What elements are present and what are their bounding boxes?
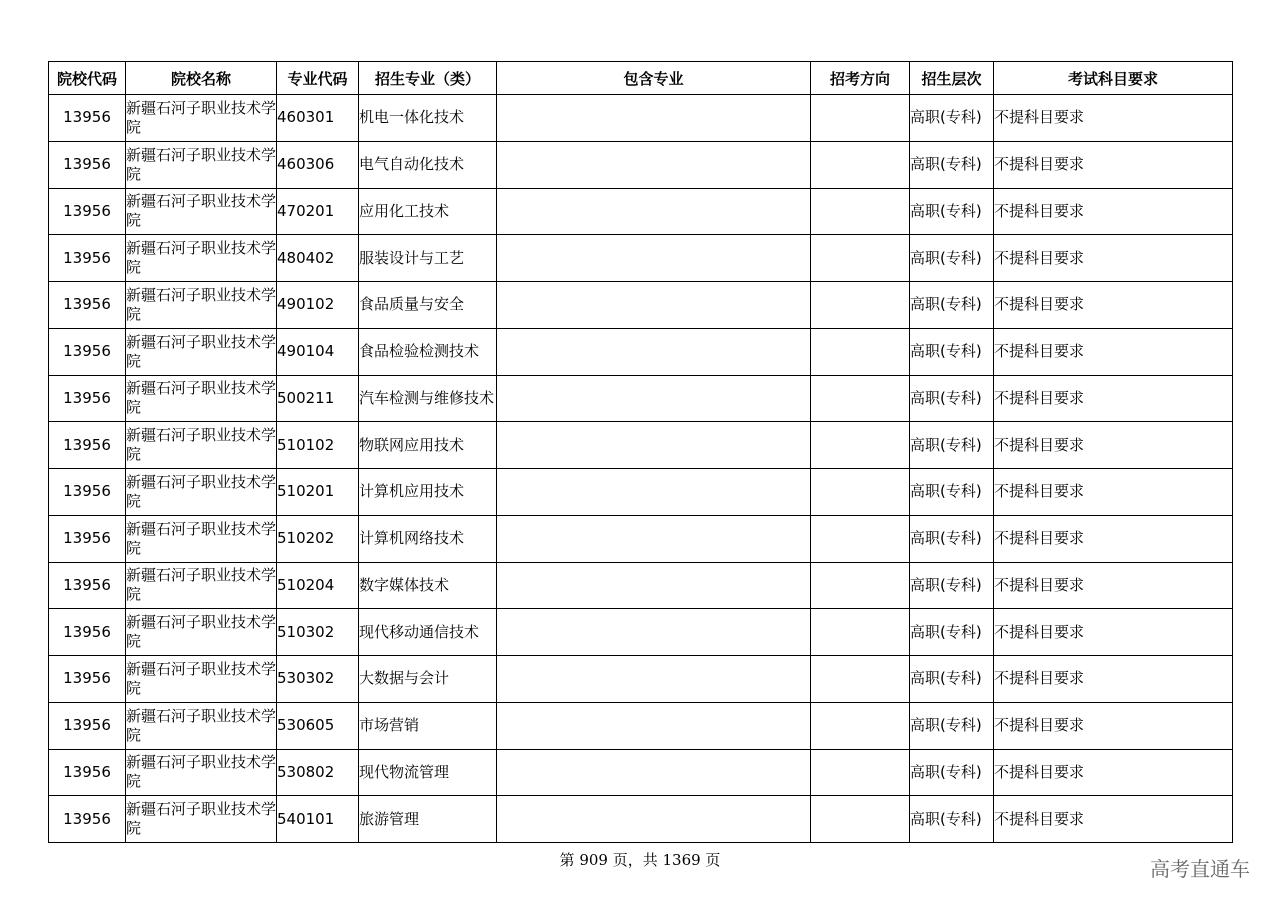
cell-included-majors [497,188,811,235]
cell-level: 高职(专科) [910,702,994,749]
cell-school-code: 13956 [49,796,126,843]
page-number: 第 909 页，共 1369 页 [559,851,721,869]
cell-included-majors [497,469,811,516]
cell-major-code: 530605 [277,702,359,749]
cell-included-majors [497,656,811,703]
cell-school-code: 13956 [49,702,126,749]
cell-school-name: 新疆石河子职业技术学院 [126,141,277,188]
cell-included-majors [497,328,811,375]
cell-school-code: 13956 [49,235,126,282]
cell-school-name: 新疆石河子职业技术学院 [126,749,277,796]
cell-direction [811,796,910,843]
table-row [49,188,1233,235]
cell-major: 计算机应用技术 [359,469,497,516]
cell-requirement: 不提科目要求 [994,656,1233,703]
cell-requirement: 不提科目要求 [994,562,1233,609]
cell-major: 大数据与会计 [359,656,497,703]
cell-requirement: 不提科目要求 [994,702,1233,749]
cell-school-code: 13956 [49,282,126,329]
cell-school-name: 新疆石河子职业技术学院 [126,609,277,656]
cell-requirement: 不提科目要求 [994,749,1233,796]
cell-requirement: 不提科目要求 [994,422,1233,469]
cell-school-code: 13956 [49,515,126,562]
cell-level: 高职(专科) [910,188,994,235]
cell-direction [811,375,910,422]
cell-school-name: 新疆石河子职业技术学院 [126,656,277,703]
cell-direction [811,656,910,703]
cell-requirement: 不提科目要求 [994,95,1233,142]
cell-major-code: 510204 [277,562,359,609]
cell-level: 高职(专科) [910,609,994,656]
cell-major-code: 480402 [277,235,359,282]
cell-school-name: 新疆石河子职业技术学院 [126,796,277,843]
cell-major-code: 490104 [277,328,359,375]
header-school-name: 院校名称 [126,62,277,95]
header-requirement: 考试科目要求 [994,62,1233,95]
cell-school-name: 新疆石河子职业技术学院 [126,515,277,562]
cell-included-majors [497,609,811,656]
cell-school-code: 13956 [49,422,126,469]
table-header [49,62,1233,95]
cell-school-code: 13956 [49,95,126,142]
cell-level: 高职(专科) [910,375,994,422]
cell-school-code: 13956 [49,469,126,516]
cell-school-code: 13956 [49,141,126,188]
table-row [49,422,1233,469]
cell-included-majors [497,95,811,142]
cell-major-code: 530302 [277,656,359,703]
cell-level: 高职(专科) [910,796,994,843]
cell-major: 食品质量与安全 [359,282,497,329]
cell-school-code: 13956 [49,609,126,656]
cell-direction [811,282,910,329]
cell-major: 现代物流管理 [359,749,497,796]
cell-school-code: 13956 [49,562,126,609]
cell-major: 市场营销 [359,702,497,749]
cell-requirement: 不提科目要求 [994,796,1233,843]
cell-school-code: 13956 [49,375,126,422]
table-row [49,469,1233,516]
cell-level: 高职(专科) [910,515,994,562]
table-row [49,95,1233,142]
cell-direction [811,515,910,562]
cell-direction [811,328,910,375]
header-school-code: 院校代码 [49,62,126,95]
cell-major: 计算机网络技术 [359,515,497,562]
cell-level: 高职(专科) [910,562,994,609]
header-major: 招生专业（类） [359,62,497,95]
cell-level: 高职(专科) [910,469,994,516]
cell-requirement: 不提科目要求 [994,235,1233,282]
header-level: 招生层次 [910,62,994,95]
cell-major: 机电一体化技术 [359,95,497,142]
cell-major: 汽车检测与维修技术 [359,375,497,422]
cell-major-code: 510202 [277,515,359,562]
cell-included-majors [497,235,811,282]
cell-major: 食品检验检测技术 [359,328,497,375]
table-row [49,235,1233,282]
cell-level: 高职(专科) [910,141,994,188]
cell-major-code: 490102 [277,282,359,329]
table-row [49,562,1233,609]
table-row [49,141,1233,188]
cell-major-code: 460301 [277,95,359,142]
header-included-majors: 包含专业 [497,62,811,95]
cell-included-majors [497,515,811,562]
cell-school-name: 新疆石河子职业技术学院 [126,375,277,422]
cell-level: 高职(专科) [910,328,994,375]
cell-requirement: 不提科目要求 [994,469,1233,516]
table-body [49,95,1233,843]
cell-direction [811,702,910,749]
header-row [49,62,1233,95]
table-row [49,609,1233,656]
cell-direction [811,562,910,609]
cell-major-code: 530802 [277,749,359,796]
cell-major: 物联网应用技术 [359,422,497,469]
cell-school-name: 新疆石河子职业技术学院 [126,282,277,329]
cell-level: 高职(专科) [910,422,994,469]
cell-level: 高职(专科) [910,656,994,703]
cell-major-code: 470201 [277,188,359,235]
cell-school-name: 新疆石河子职业技术学院 [126,328,277,375]
cell-school-name: 新疆石河子职业技术学院 [126,702,277,749]
cell-major-code: 510201 [277,469,359,516]
cell-direction [811,422,910,469]
table-row [49,515,1233,562]
cell-level: 高职(专科) [910,95,994,142]
cell-school-name: 新疆石河子职业技术学院 [126,235,277,282]
cell-level: 高职(专科) [910,282,994,329]
cell-included-majors [497,796,811,843]
watermark: 高考直通车 [1150,857,1250,881]
cell-requirement: 不提科目要求 [994,609,1233,656]
cell-major-code: 540101 [277,796,359,843]
cell-major-code: 460306 [277,141,359,188]
table-row [49,282,1233,329]
cell-level: 高职(专科) [910,749,994,796]
header-direction: 招考方向 [811,62,910,95]
cell-major-code: 510302 [277,609,359,656]
cell-school-code: 13956 [49,188,126,235]
cell-requirement: 不提科目要求 [994,282,1233,329]
cell-major: 应用化工技术 [359,188,497,235]
table-row [49,702,1233,749]
cell-major: 服装设计与工艺 [359,235,497,282]
header-major-code: 专业代码 [277,62,359,95]
cell-included-majors [497,749,811,796]
cell-included-majors [497,562,811,609]
cell-included-majors [497,422,811,469]
cell-included-majors [497,375,811,422]
table-row [49,749,1233,796]
cell-direction [811,609,910,656]
cell-requirement: 不提科目要求 [994,188,1233,235]
cell-direction [811,235,910,282]
cell-requirement: 不提科目要求 [994,328,1233,375]
cell-level: 高职(专科) [910,235,994,282]
cell-requirement: 不提科目要求 [994,141,1233,188]
table-row [49,328,1233,375]
admissions-table [48,61,1233,843]
cell-direction [811,469,910,516]
cell-included-majors [497,282,811,329]
cell-school-name: 新疆石河子职业技术学院 [126,469,277,516]
table-row [49,656,1233,703]
cell-major: 旅游管理 [359,796,497,843]
cell-major-code: 500211 [277,375,359,422]
cell-school-name: 新疆石河子职业技术学院 [126,188,277,235]
cell-requirement: 不提科目要求 [994,515,1233,562]
cell-school-name: 新疆石河子职业技术学院 [126,422,277,469]
cell-school-code: 13956 [49,656,126,703]
cell-direction [811,188,910,235]
cell-school-code: 13956 [49,328,126,375]
cell-included-majors [497,702,811,749]
table-row [49,375,1233,422]
cell-school-name: 新疆石河子职业技术学院 [126,562,277,609]
table-row [49,796,1233,843]
cell-direction [811,749,910,796]
cell-school-name: 新疆石河子职业技术学院 [126,95,277,142]
cell-included-majors [497,141,811,188]
cell-school-code: 13956 [49,749,126,796]
cell-major: 现代移动通信技术 [359,609,497,656]
cell-requirement: 不提科目要求 [994,375,1233,422]
cell-major: 电气自动化技术 [359,141,497,188]
cell-direction [811,95,910,142]
cell-direction [811,141,910,188]
cell-major: 数字媒体技术 [359,562,497,609]
cell-major-code: 510102 [277,422,359,469]
